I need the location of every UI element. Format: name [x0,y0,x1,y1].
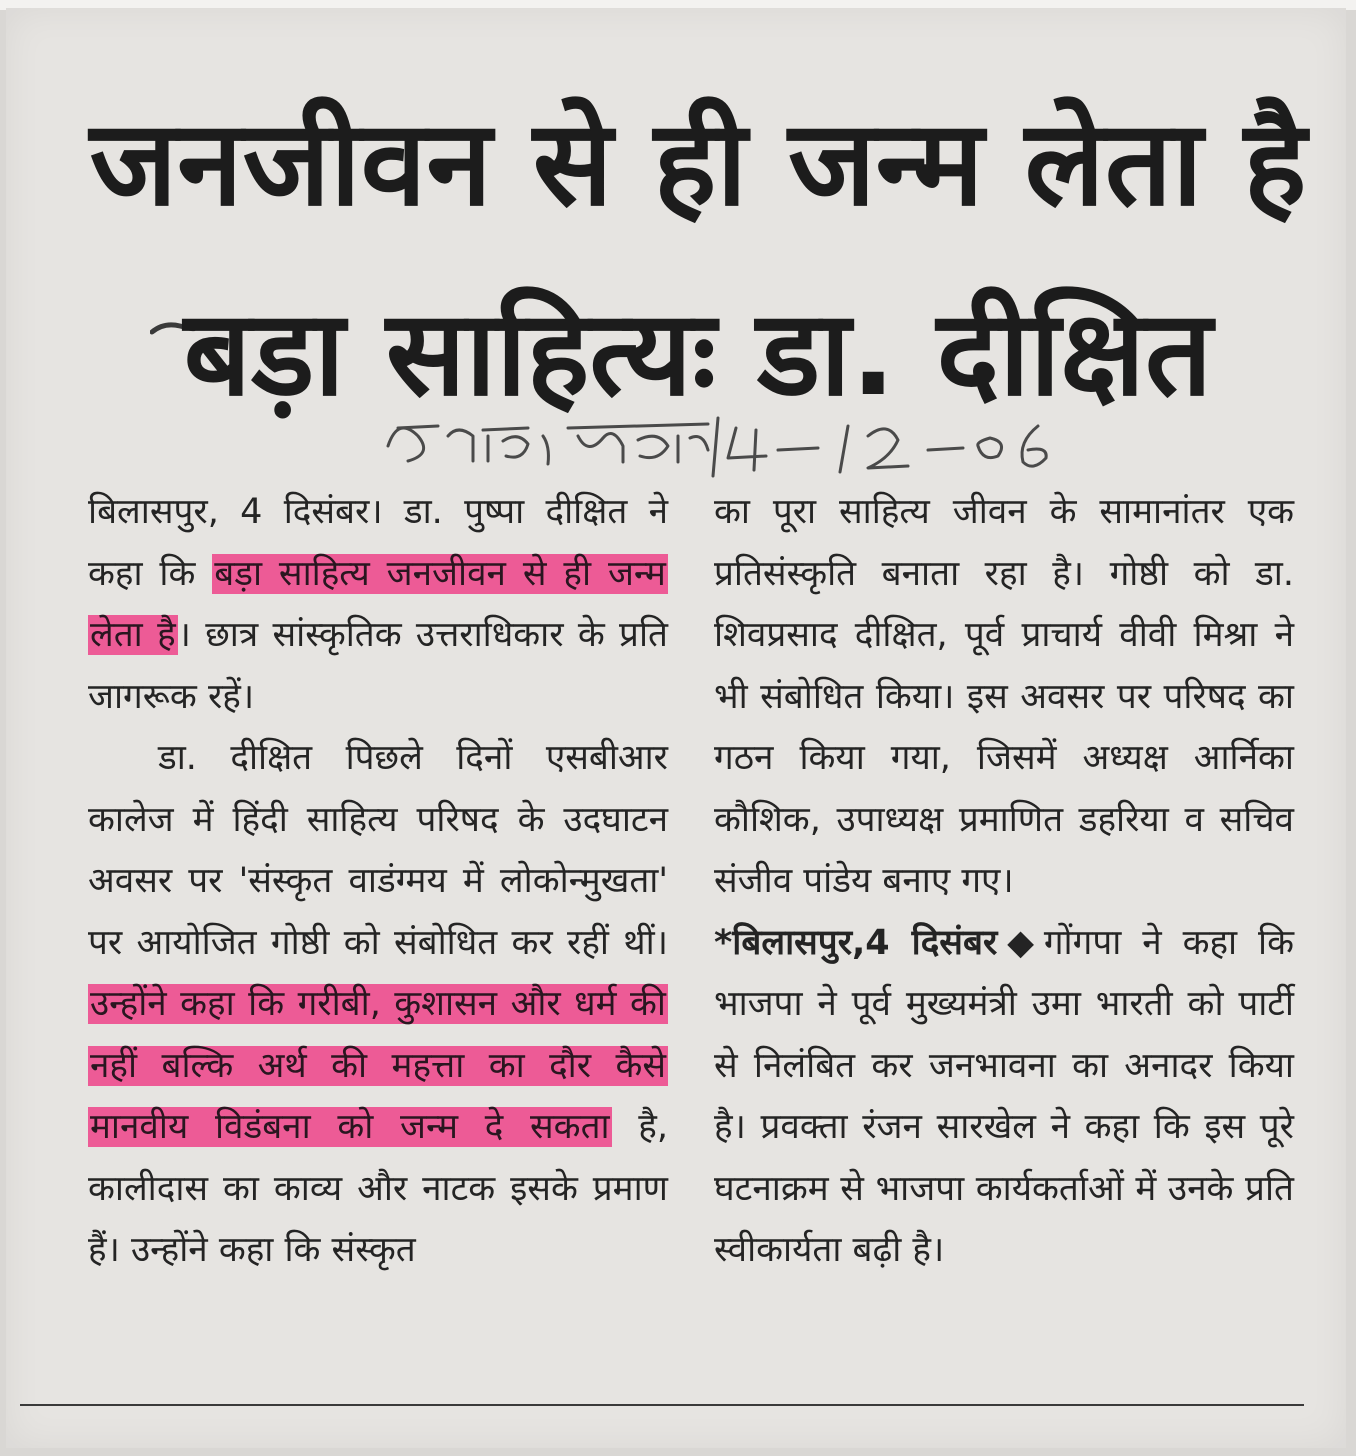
left-p1-text-a: बिलासपुर, 4 दिसंबर। डा. पुष्पा दीक्षित ने कहा कि [88,492,668,594]
article-right-column [714,482,1294,1282]
right-paragraph-2 [714,913,1294,1282]
article-left-column [88,482,668,1282]
highlighted-quote-1: बड़ा साहित्य जनजीवन से ही जन्म लेता है [90,553,666,655]
headline-line-1: जनजीवन से ही जन्म लेता है [89,94,1307,232]
left-p2-text-a: डा. दीक्षित पिछले दिनों एसबीआर कालेज में हिंदी साहित्य परिषद के उदघाटन अवसर पर 'संस्कृत वाडंग्मय में लोकोन्मुखता' पर आयोजित गोष्ठी को संबोधित कर रहीं थीं। [88,738,668,963]
right-paragraph-1: का पूरा साहित्य जीवन के सामानांतर एक प्रतिसंस्कृति बनाता रहा है। गोष्ठी को डा. शिवप्रसाद दीक्षित, पूर्व प्राचार्य वीवी मिश्रा ने भी संबोधित किया। इस अवसर पर परिषद का गठन किया गया, जिसमें अध्यक्ष आर्निका कौशिक, उपाध्यक्ष प्रमाणित डहरिया व सचिव संजीव पांडेय बनाए गए। [714,492,1294,901]
left-paragraph-2 [88,728,668,1282]
left-paragraph-1 [88,482,668,728]
brief-dateline: *बिलासपुर,4 दिसंबर [714,922,998,963]
bullet-icon: ◆ [997,922,1044,963]
left-p2-text-b: है, कालीदास का काव्य और नाटक इसके प्रमाण हैं। उन्होंने कहा कि संस्कृत [88,1107,668,1270]
highlighted-quote-2: उन्होंने कहा कि गरीबी, कुशासन और धर्म की नहीं बल्कि अर्थ की महत्ता का दौर कैसे मानवीय विडंबना को जन्म दे सकता [90,984,666,1147]
left-p1-text-b: । छात्र सांस्कृतिक उत्तराधिकार के प्रति जागरूक रहें। [88,615,668,717]
handwritten-source-date-scribble [378,406,1098,486]
handwritten-source-date [378,406,1098,486]
brief-text: गोंगपा ने कहा कि भाजपा ने पूर्व मुख्यमंत्री उमा भारती को पार्टी से निलंबित कर जनभावना का अनादर किया है। प्रवक्ता रंजन सारखेल ने कहा कि इस पूरे घटनाक्रम से भाजपा कार्यकर्ताओं में उनके प्रति स्वीकार्यता बढ़ी है। [714,922,1295,1270]
bottom-rule [20,1404,1304,1406]
headline-line-2: बड़ा साहित्यः डा. दीक्षित [183,284,1213,422]
